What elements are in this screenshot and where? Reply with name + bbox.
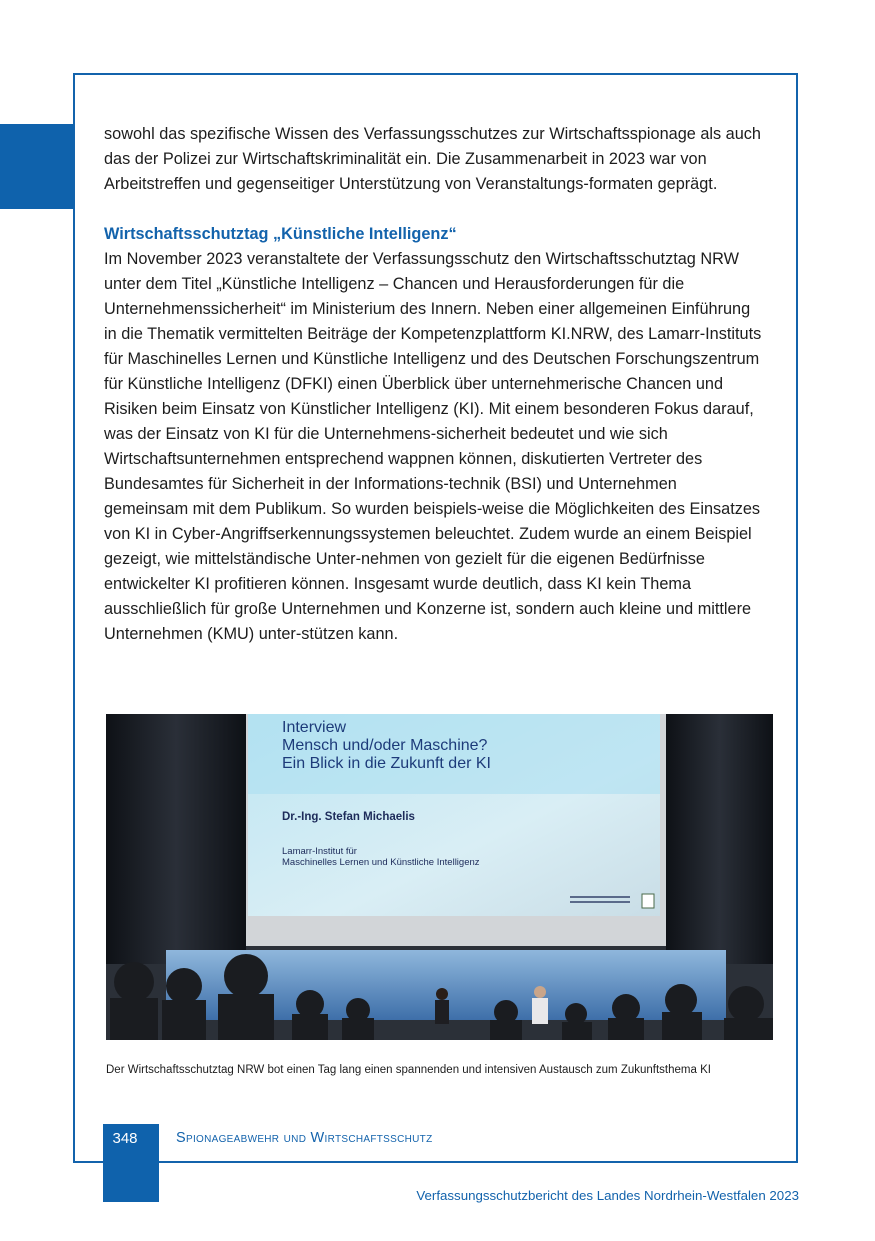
main-content [104,122,764,647]
paragraph-event: Im November 2023 veranstaltete der Verfassungsschutz den Wirtschaftsschutztag NRW unter dem Titel „Künstliche Intelligenz – Chancen und Herausforderungen für die Unternehmenssicherheit“ im Ministerium des Innern. Neben einer allgemeinen Einführung in die Thematik vermittelten Beiträge der Kompetenzplattform KI.NRW, des Lamarr-Instituts für Maschinelles Lernen und Künstliche Intelligenz und des Deutschen Forschungszentrum für Künstliche Intelligenz (DFKI) einen Überblick über unternehmerische Chancen und Risiken beim Einsatz von Künstlicher Intelligenz (KI). Mit einem besonderen Fokus darauf, was der Einsatz von KI für die Unternehmens-sicherheit bedeutet und wie sich Wirtschaftsunternehmen entsprechend wappnen können, diskutierten Vertreter des Bundesamtes für Sicherheit in der Informations-technik (BSI) und Unternehmen gemeinsam mit dem Publikum. So wurden beispiels-weise die Möglichkeiten des Einsatzes von KI in Cyber-Angriffserkennungssystemen beleuchtet. Zudem wurde an einem Beispiel gezeigt, wie mittelständische Unter-nehmen von gezielt für die eigenen Bedürfnisse entwickelter KI profitieren können. Insgesamt wurde deutlich, dass KI kein Thema ausschließlich für große Unternehmen und Konzerne ist, sondern auch kleine und mittlere Unternehmen (KMU) unter-stützen kann. [104,250,762,643]
crest-icon [642,894,654,908]
section-heading: Wirtschaftsschutztag „Künstliche Intelligenz“ [104,225,457,243]
screen-speaker: Dr.-Ing. Stefan Michaelis [282,811,415,823]
screen-title-1: Interview [282,719,347,736]
screen-institute-2: Maschinelles Lernen und Künstliche Intelligenz [282,857,480,868]
screen-title-3: Ein Blick in die Zukunft der KI [282,755,491,772]
side-tab-marker [0,124,74,209]
photo-caption: Der Wirtschaftsschutztag NRW bot einen Tag lang einen spannenden und intensiven Austausch zum Zukunftsthema KI [106,1064,711,1076]
section-title: Spionageabwehr und Wirtschaftsschutz [176,1130,433,1146]
screen-title-2: Mensch und/oder Maschine? [282,737,488,754]
paragraph-intro: sowohl das spezifische Wissen des Verfassungsschutzes zur Wirtschaftsspionage als auch das der Polizei zur Wirtschaftskriminalität ein. Die Zusammenarbeit in 2023 war von Arbeitstreffen und gegenseitiger Unterstützung von Veranstaltungs-formaten geprägt. [104,125,761,193]
page-number: 348 [112,1130,138,1147]
event-photo [106,714,773,1040]
page-number-box [103,1124,159,1202]
screen-institute-1: Lamarr-Institut für [282,846,357,857]
report-title: Verfassungsschutzbericht des Landes Nordrhein-Westfalen 2023 [416,1188,799,1203]
